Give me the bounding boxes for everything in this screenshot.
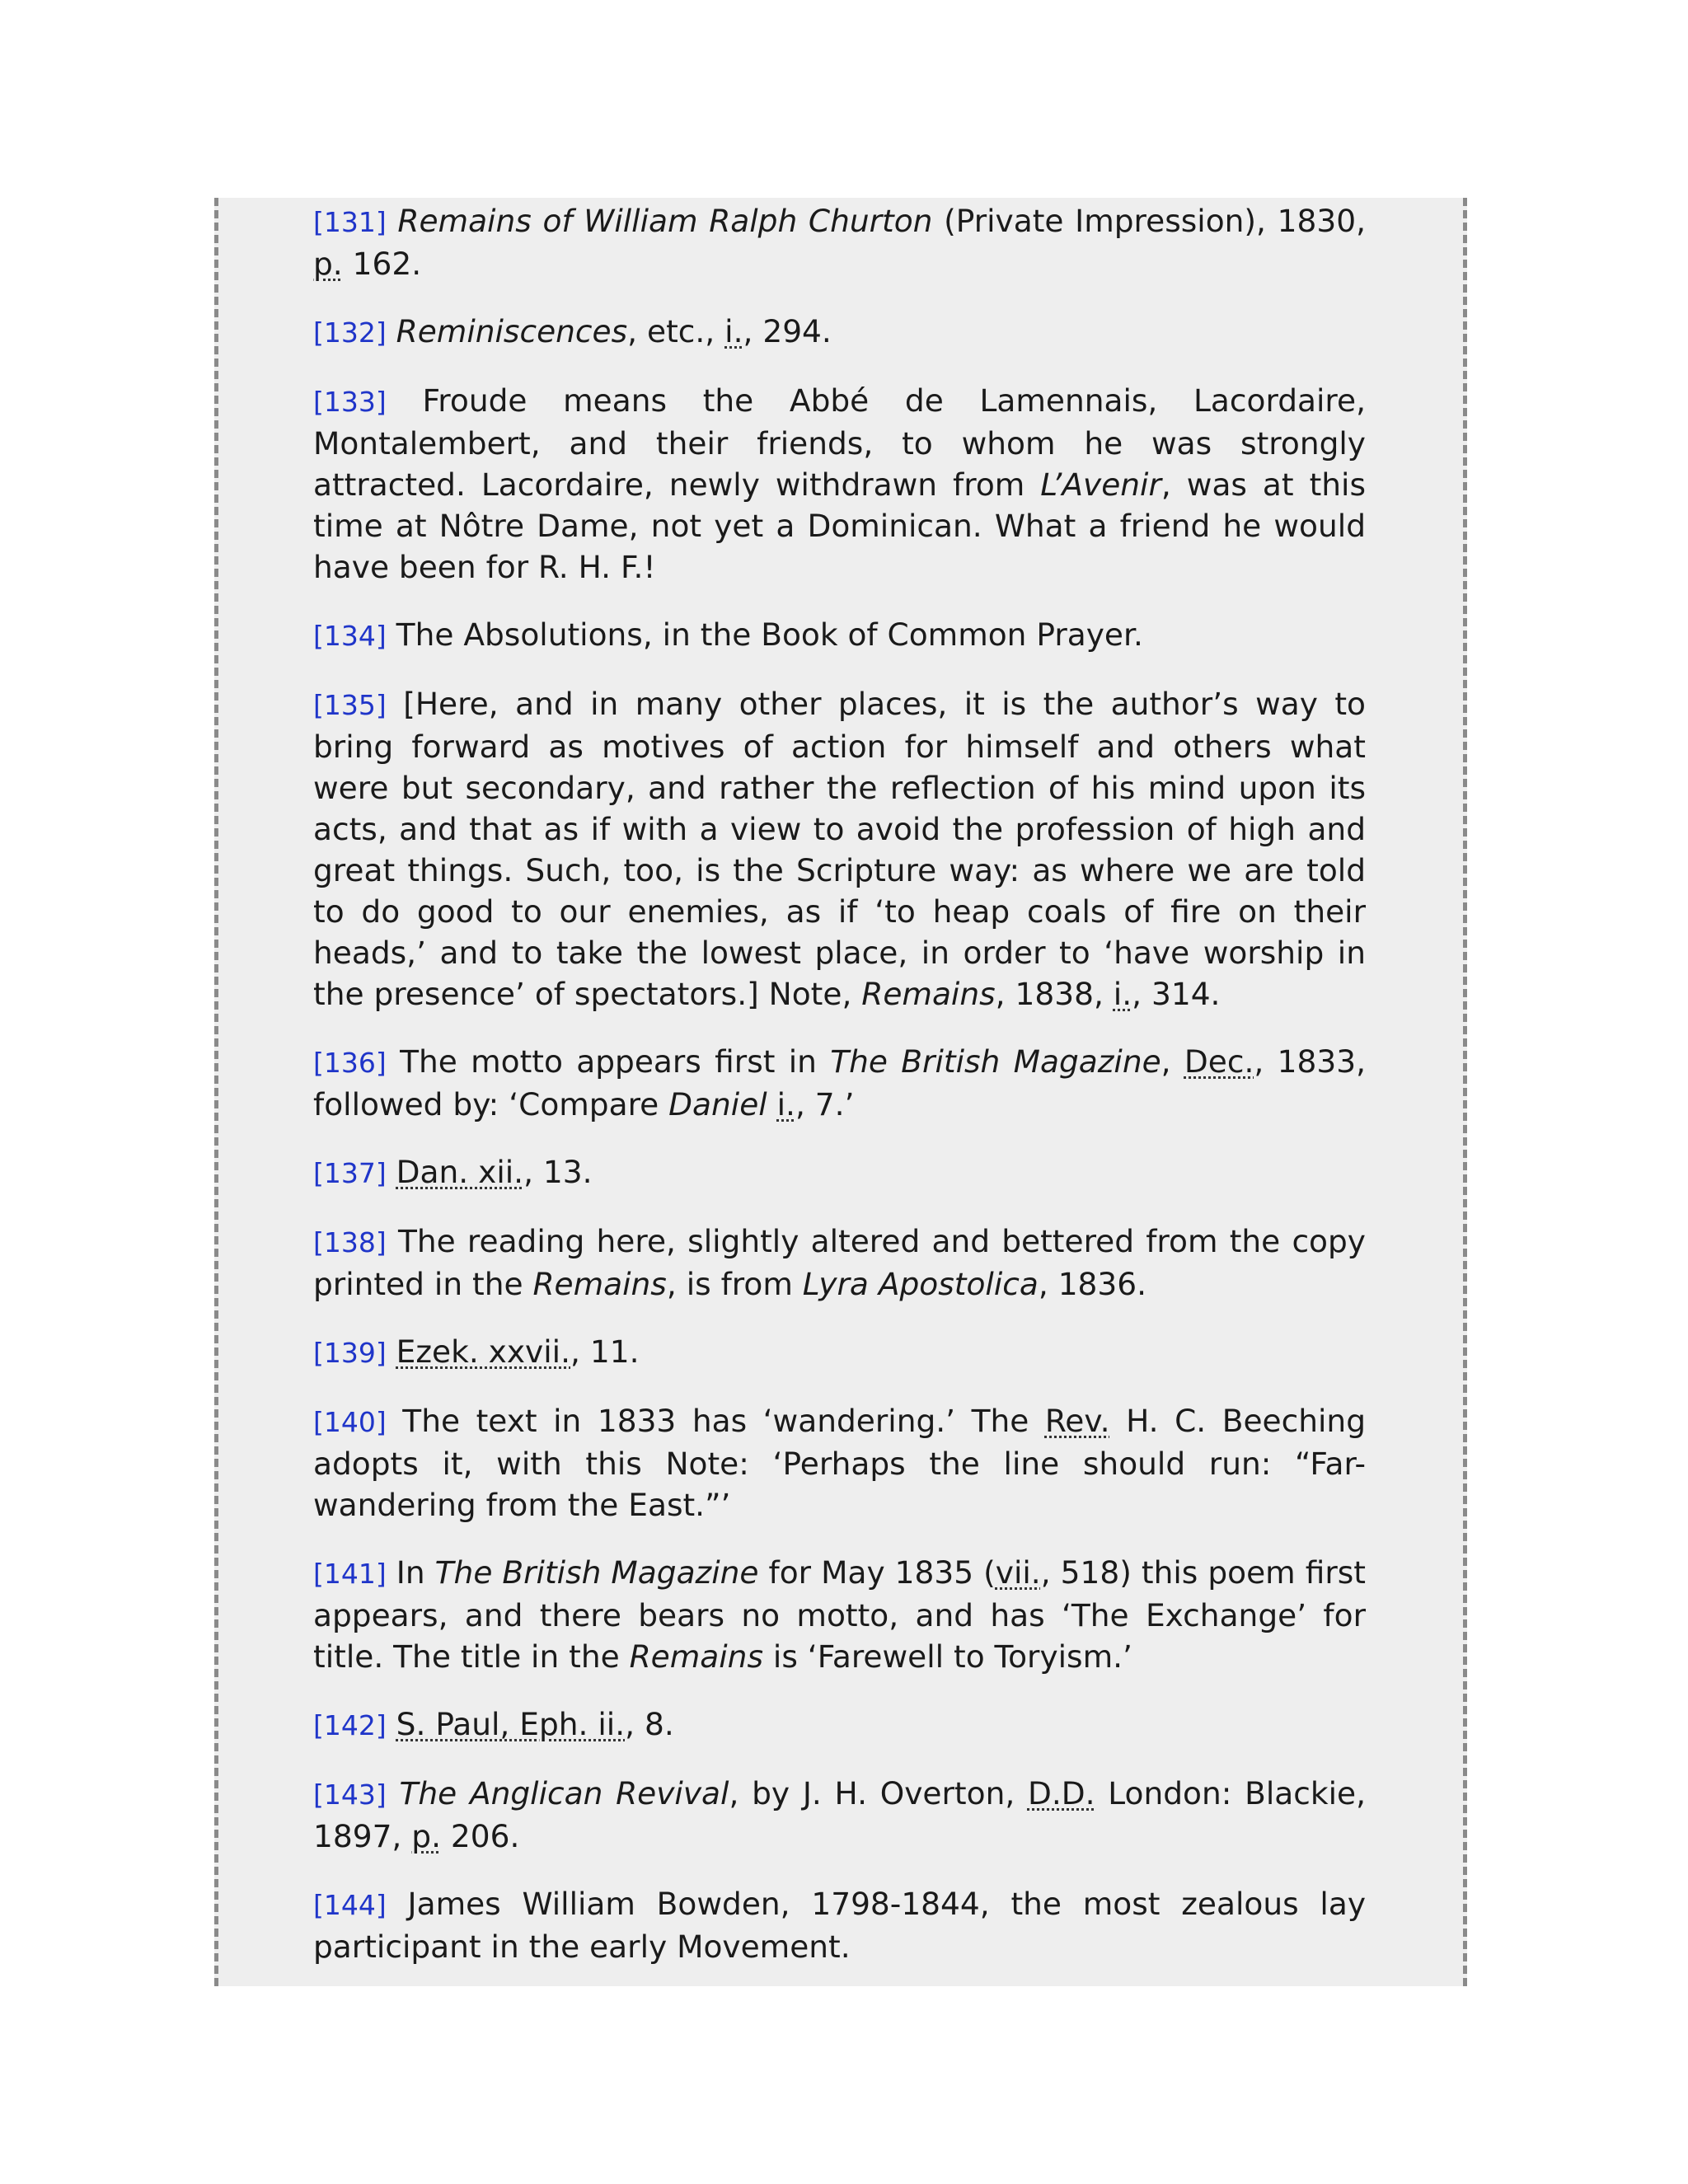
- footnote-text: The motto appears first in: [400, 1043, 831, 1080]
- footnote-text: , 518) this poem first appears, and there bears no motto, and has ‘The Exchange’ for title. The title in the: [313, 1554, 1367, 1675]
- footnote-text: The reading here, slightly altered and bettered from the copy printed in the: [313, 1223, 1366, 1302]
- italic-title: The British Magazine: [434, 1554, 759, 1591]
- footnote: [313, 311, 1366, 354]
- italic-title: Reminiscences: [396, 313, 628, 349]
- footnote-number-link[interactable]: [144]: [313, 1889, 387, 1921]
- italic-title: The British Magazine: [830, 1043, 1161, 1080]
- abbreviation: i.: [776, 1086, 795, 1122]
- abbreviation: Ezek. xxvii.: [396, 1333, 571, 1370]
- footnote: [313, 1041, 1366, 1125]
- footnote-text: The Absolutions, in the Book of Common Prayer.: [396, 616, 1143, 653]
- footnote-text: , 314.: [1132, 976, 1221, 1012]
- abbreviation: p.: [411, 1818, 442, 1854]
- footnote-text: (Private Impression), 1830,: [932, 203, 1366, 239]
- footnote-number-link[interactable]: [139]: [313, 1337, 387, 1369]
- footnote-text: H. C. Beeching adopts it, with this Note: ‘Perhaps the line should run: “Far-wandering from the East.”’: [313, 1403, 1366, 1523]
- footnote-number-link[interactable]: [131]: [313, 206, 387, 238]
- footnote-text: 206.: [441, 1818, 520, 1854]
- footnote-text: , 1833, followed by: ‘Compare: [313, 1043, 1366, 1122]
- footnote-number-link[interactable]: [142]: [313, 1709, 387, 1741]
- footnote: [313, 200, 1366, 284]
- italic-title: Remains: [532, 1266, 667, 1302]
- abbreviation: vii.: [995, 1554, 1041, 1591]
- footnote-text: [767, 1086, 777, 1122]
- footnote-text: , was at this time at Nôtre Dame, not yet a Dominican. What a friend he would have been for R. H. F.!: [313, 466, 1366, 585]
- footnote: [313, 1704, 1366, 1746]
- footnote-number-link[interactable]: [140]: [313, 1406, 387, 1438]
- footnote-text: , 294.: [743, 313, 832, 349]
- footnote-number-link[interactable]: [136]: [313, 1047, 387, 1079]
- footnote-number-link[interactable]: [133]: [313, 386, 387, 418]
- footnote-number-link[interactable]: [138]: [313, 1226, 387, 1258]
- footnote-text: London: Blackie, 1897,: [313, 1775, 1366, 1854]
- abbreviation: i.: [724, 313, 743, 349]
- footnote-text: The text in 1833 has ‘wandering.’ The: [402, 1403, 1045, 1439]
- footnote-number-link[interactable]: [135]: [313, 689, 387, 721]
- footnote: [313, 1151, 1366, 1194]
- footnote: [313, 1773, 1366, 1857]
- footnote-number-link[interactable]: [141]: [313, 1558, 387, 1590]
- footnotes-list: [313, 200, 1366, 1994]
- footnote: [313, 1883, 1366, 1967]
- footnote: [313, 380, 1366, 588]
- footnote-text: , by J. H. Overton,: [729, 1775, 1028, 1811]
- footnote: [313, 1331, 1366, 1374]
- footnote-number-link[interactable]: [134]: [313, 620, 387, 652]
- italic-title: Lyra Apostolica: [802, 1266, 1039, 1302]
- footnote-text: , is from: [666, 1266, 803, 1302]
- footnote: [313, 1552, 1366, 1677]
- footnote-text: for May 1835 (: [758, 1554, 996, 1591]
- italic-title: L’Avenir: [1040, 466, 1161, 503]
- italic-title: The Anglican Revival: [399, 1775, 729, 1811]
- footnote-text: , 8.: [625, 1706, 674, 1742]
- footnote-text: , 7.’: [795, 1086, 855, 1122]
- footnote: [313, 1221, 1366, 1305]
- abbreviation: S. Paul, Eph. ii.: [396, 1706, 626, 1742]
- footnote-number-link[interactable]: [137]: [313, 1157, 387, 1189]
- footnote-text: is ‘Farewell to Toryism.’: [763, 1638, 1132, 1675]
- abbreviation: i.: [1113, 976, 1132, 1012]
- footnote-text: , 13.: [523, 1154, 593, 1190]
- italic-title: Daniel: [668, 1086, 767, 1122]
- italic-title: Remains of William Ralph Churton: [397, 203, 933, 239]
- abbreviation: D.D.: [1027, 1775, 1095, 1811]
- abbreviation: Dec.: [1184, 1043, 1254, 1080]
- footnote-text: ,: [1160, 1043, 1184, 1080]
- footnote-text: 162.: [342, 246, 422, 282]
- footnote: [313, 683, 1366, 1015]
- abbreviation: Rev.: [1044, 1403, 1110, 1439]
- abbreviation: p.: [313, 246, 343, 282]
- footnote: [313, 1400, 1366, 1526]
- footnote-text: In: [396, 1554, 435, 1591]
- footnote-number-link[interactable]: [132]: [313, 316, 387, 349]
- italic-title: Remains: [861, 976, 996, 1012]
- footnote-text: , 1838,: [995, 976, 1114, 1012]
- footnote-text: , 11.: [570, 1333, 640, 1370]
- footnote: [313, 614, 1366, 657]
- footnote-number-link[interactable]: [143]: [313, 1779, 387, 1811]
- italic-title: Remains: [629, 1638, 763, 1675]
- footnote-text: James William Bowden, 1798-1844, the most zealous lay participant in the early Movement.: [313, 1886, 1367, 1965]
- footnote-text: , etc.,: [627, 313, 725, 349]
- abbreviation: Dan. xii.: [396, 1154, 524, 1190]
- footnote-text: , 1836.: [1038, 1266, 1147, 1302]
- footnote-text: [Here, and in many other places, it is the author’s way to bring forward as motives of action for himself and others what were but secondary, and rather the reflection of his mind upon its acts, and that as if with a view to avoid the profession of high and great things. Such, too, is the Scripture way: as where we are told to do good to our enemies, as if ‘to heap coals of fire on their heads,’ and to take the lowest place, in order to ‘have worship in the presence’ of spectators.] Note,: [313, 686, 1366, 1012]
- footnote-text: Froude means the Abbé de Lamennais, Lacordaire, Montalembert, and their friends, to whom he was strongly attracted. Lacordaire, newly withdrawn from: [313, 382, 1366, 503]
